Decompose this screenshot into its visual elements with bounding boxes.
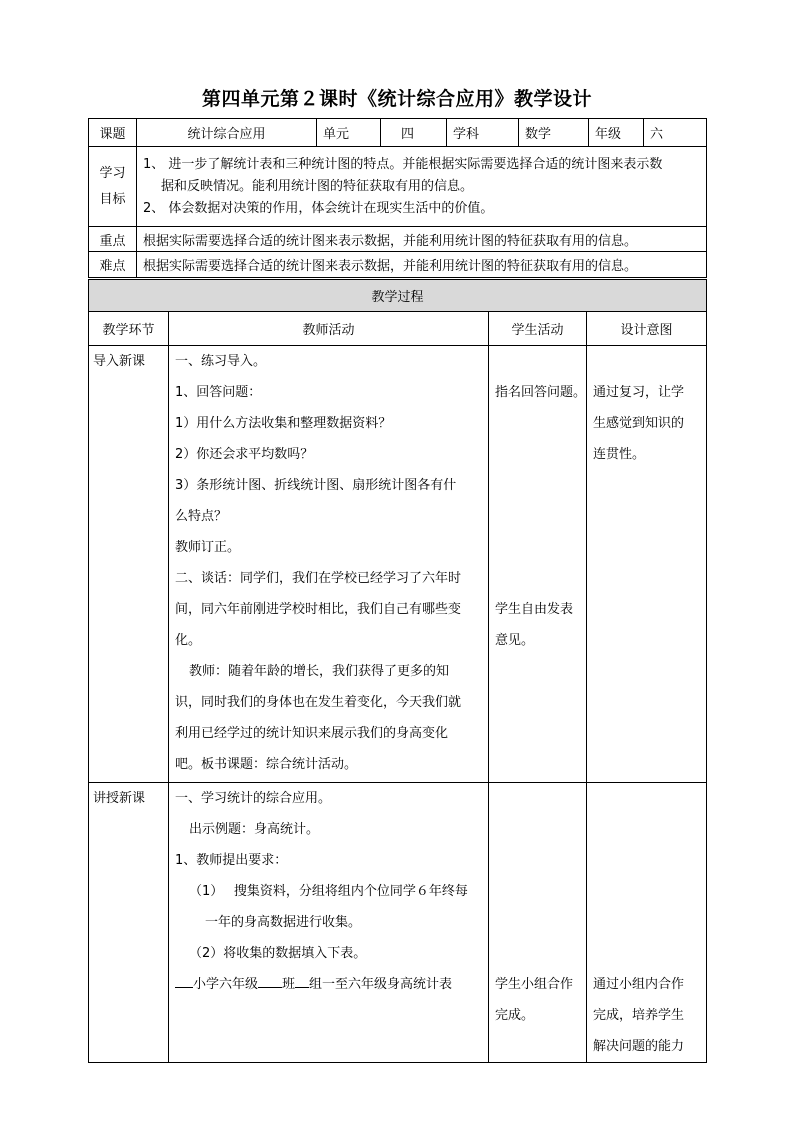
lesson-info-table xyxy=(88,118,707,278)
teacher-line: 吧。板书课题：综合统计活动。 xyxy=(175,757,358,772)
info-row-topic xyxy=(89,119,707,147)
column-header-row xyxy=(89,312,707,346)
student-line: 学生小组合作 xyxy=(495,977,574,992)
subject-value: 数学 xyxy=(519,119,589,147)
subject-label: 学科 xyxy=(447,119,519,147)
teacher-line: 利用已经学过的统计知识来展示我们的身高变化 xyxy=(175,726,449,741)
goals-label-line-2: 目标 xyxy=(99,191,126,207)
topic-label: 课题 xyxy=(89,119,137,147)
blank-line xyxy=(175,975,193,988)
col-stage: 教学环节 xyxy=(89,312,169,346)
info-row-key xyxy=(89,227,707,252)
section-intro-design xyxy=(587,346,707,783)
design-line: 连贯性。 xyxy=(593,447,646,462)
student-line: 意见。 xyxy=(495,633,535,648)
info-row-difficult xyxy=(89,252,707,278)
teacher-line: 一、学习统计的综合应用。 xyxy=(175,791,332,806)
section-new-stage: 讲授新课 xyxy=(89,783,169,1063)
col-teacher: 教师活动 xyxy=(169,312,489,346)
goal-1-line-1: 1、 进一步了解统计表和三种统计图的特点。并能根据实际需要选择合适的统计图来表示数 xyxy=(143,156,663,172)
goal-1-line-2: 据和反映情况。能利用统计图的特征获取有用的信息。 xyxy=(161,178,474,194)
section-new-student xyxy=(489,783,587,1063)
key-label: 重点 xyxy=(89,227,137,252)
key-value: 根据实际需要选择合适的统计图来表示数据，并能利用统计图的特征获取有用的信息。 xyxy=(137,227,707,252)
teacher-line: 一、练习导入。 xyxy=(175,354,267,369)
teacher-line: 识，同时我们的身体也在发生着变化，今天我们就 xyxy=(175,695,462,710)
grade-value: 六 xyxy=(644,119,707,147)
teacher-line: 教师：随着年龄的增长，我们获得了更多的知 xyxy=(189,664,450,679)
teacher-line: （2）将收集的数据填入下表。 xyxy=(189,946,367,961)
design-line: 解决问题的能力 xyxy=(593,1039,685,1054)
student-line: 完成。 xyxy=(495,1008,535,1023)
section-new-row xyxy=(89,783,707,1063)
teacher-line: 1、回答问题： xyxy=(175,385,262,400)
teacher-line: 出示例题：身高统计。 xyxy=(189,822,320,837)
topic-value: 统计综合应用 xyxy=(137,119,317,147)
teacher-line: 1）用什么方法收集和整理数据资料？ xyxy=(175,416,392,431)
teacher-line: （1） 搜集资料，分组将组内个位同学６年终每 xyxy=(189,884,468,899)
teacher-line: 2）你还会求平均数吗？ xyxy=(175,447,314,462)
process-header-row xyxy=(89,280,707,312)
section-intro-stage: 导入新课 xyxy=(89,346,169,783)
teaching-process-table xyxy=(88,279,707,1063)
section-new-design xyxy=(587,783,707,1063)
teacher-line: 教师订正。 xyxy=(175,540,241,555)
page-title: 第四单元第２课时《统计综合应用》教学设计 xyxy=(201,88,592,110)
process-header: 教学过程 xyxy=(89,280,707,312)
section-intro-teacher xyxy=(169,346,489,783)
info-row-goals xyxy=(89,147,707,227)
teacher-line: 化。 xyxy=(175,633,202,648)
section-new-teacher xyxy=(169,783,489,1063)
teacher-line: 1、教师提出要求： xyxy=(175,853,288,868)
teacher-line: 间，同六年前刚进学校时相比，我们自己有哪些变 xyxy=(175,602,462,617)
teacher-line: 么特点？ xyxy=(175,509,228,524)
difficult-value: 根据实际需要选择合适的统计图来表示数据，并能利用统计图的特征获取有用的信息。 xyxy=(137,252,707,278)
student-line: 学生自由发表 xyxy=(495,602,574,617)
student-line: 指名回答问题。 xyxy=(495,385,587,400)
difficult-label: 难点 xyxy=(89,252,137,278)
goals-label xyxy=(89,147,137,227)
grade-label: 年级 xyxy=(589,119,644,147)
design-line: 生感觉到知识的 xyxy=(593,416,685,431)
goals-label-line-1: 学习 xyxy=(99,165,126,181)
goals-content xyxy=(137,147,707,227)
design-line: 通过复习，让学 xyxy=(593,385,685,400)
blank-line xyxy=(295,975,309,988)
teacher-line: 3）条形统计图、折线统计图、扇形统计图各有什 xyxy=(175,478,457,493)
goal-2: 2、 体会数据对决策的作用，体会统计在现实生活中的价值。 xyxy=(143,200,494,216)
section-intro-row xyxy=(89,346,707,783)
blank-line xyxy=(258,975,282,988)
unit-label: 单元 xyxy=(317,119,381,147)
design-line: 通过小组内合作 xyxy=(593,977,685,992)
section-intro-student xyxy=(489,346,587,783)
unit-value: 四 xyxy=(381,119,447,147)
table-caption: 小学六年级 班 组一至六年级身高统计表 xyxy=(169,969,488,1000)
design-line: 完成，培养学生 xyxy=(593,1008,685,1023)
col-design: 设计意图 xyxy=(587,312,707,346)
col-student: 学生活动 xyxy=(489,312,587,346)
teacher-line: 二、谈话：同学们，我们在学校已经学习了六年时 xyxy=(175,571,462,586)
teacher-line: 一年的身高数据进行收集。 xyxy=(205,915,362,930)
